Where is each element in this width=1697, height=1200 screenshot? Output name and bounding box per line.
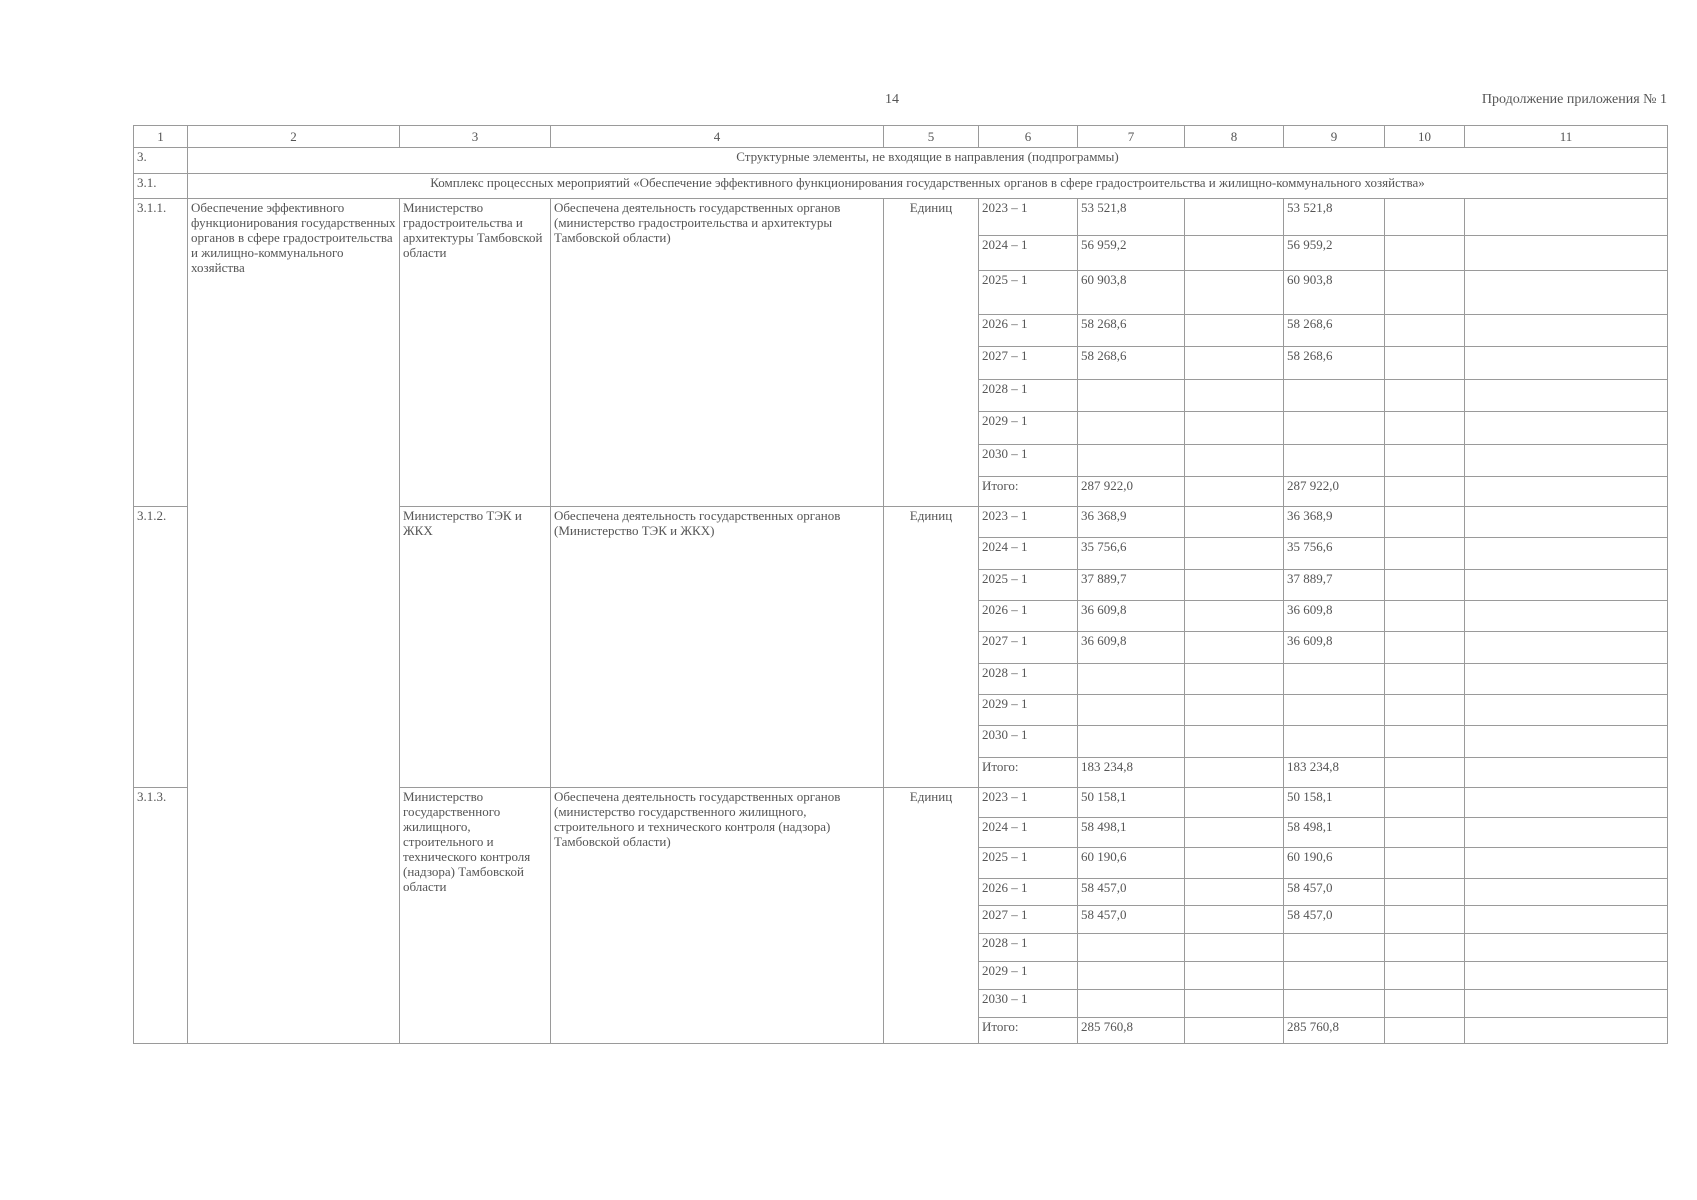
empty-cell <box>1465 507 1668 538</box>
empty-cell <box>1385 270 1465 314</box>
empty-cell <box>1385 933 1465 961</box>
empty-cell <box>1465 818 1668 848</box>
item-unit: Единиц <box>884 199 979 507</box>
value-cell <box>1284 933 1385 961</box>
empty-cell <box>1385 444 1465 476</box>
value-cell: 58 457,0 <box>1284 905 1385 933</box>
year-cell: 2028 – 1 <box>979 379 1078 411</box>
empty-cell <box>1185 787 1284 817</box>
empty-cell <box>1385 632 1465 663</box>
empty-cell <box>1465 989 1668 1017</box>
value-cell: 36 609,8 <box>1284 601 1385 632</box>
empty-cell <box>1465 848 1668 878</box>
value-cell: 58 268,6 <box>1284 314 1385 346</box>
year-cell: 2030 – 1 <box>979 989 1078 1017</box>
empty-cell <box>1185 726 1284 757</box>
value-cell <box>1078 444 1185 476</box>
empty-cell <box>1185 444 1284 476</box>
year-cell: 2026 – 1 <box>979 878 1078 905</box>
empty-cell <box>1465 787 1668 817</box>
year-cell: 2025 – 1 <box>979 569 1078 600</box>
value-cell <box>1284 663 1385 694</box>
value-cell <box>1078 726 1185 757</box>
empty-cell <box>1385 236 1465 271</box>
year-cell: 2025 – 1 <box>979 270 1078 314</box>
value-cell: 35 756,6 <box>1078 538 1185 569</box>
empty-cell <box>1465 905 1668 933</box>
value-cell <box>1078 663 1185 694</box>
year-cell: 2023 – 1 <box>979 787 1078 817</box>
empty-cell <box>1185 379 1284 411</box>
empty-cell <box>1185 961 1284 989</box>
empty-cell <box>1185 818 1284 848</box>
section-row <box>134 147 1668 173</box>
year-cell: 2029 – 1 <box>979 412 1078 444</box>
empty-cell <box>1385 379 1465 411</box>
item-unit: Единиц <box>884 787 979 1043</box>
value-cell: 37 889,7 <box>1284 569 1385 600</box>
value-cell: 58 268,6 <box>1284 347 1385 379</box>
year-cell: 2029 – 1 <box>979 961 1078 989</box>
value-cell: 36 609,8 <box>1284 632 1385 663</box>
value-cell: 36 368,9 <box>1284 507 1385 538</box>
year-cell: 2028 – 1 <box>979 663 1078 694</box>
empty-cell <box>1185 412 1284 444</box>
year-cell: 2024 – 1 <box>979 818 1078 848</box>
value-cell <box>1284 961 1385 989</box>
empty-cell <box>1465 663 1668 694</box>
year-cell: 2028 – 1 <box>979 933 1078 961</box>
value-cell: 53 521,8 <box>1078 199 1185 236</box>
year-cell: 2023 – 1 <box>979 199 1078 236</box>
empty-cell <box>1465 601 1668 632</box>
program-table <box>133 125 1668 1044</box>
program-table-container <box>133 125 1667 1044</box>
empty-cell <box>1465 379 1668 411</box>
value-cell <box>1078 989 1185 1017</box>
empty-cell <box>1185 314 1284 346</box>
empty-cell <box>1385 601 1465 632</box>
value-cell: 287 922,0 <box>1078 476 1185 506</box>
empty-cell <box>1465 1017 1668 1043</box>
value-cell: 58 268,6 <box>1078 347 1185 379</box>
empty-cell <box>1385 726 1465 757</box>
value-cell: 58 498,1 <box>1078 818 1185 848</box>
subsection-row <box>134 173 1668 199</box>
item-result: Обеспечена деятельность государственных органов (министерство градостроительства и архитектуры Тамбовской области) <box>551 199 884 507</box>
year-cell: 2029 – 1 <box>979 695 1078 726</box>
empty-cell <box>1385 347 1465 379</box>
empty-cell <box>1185 878 1284 905</box>
empty-cell <box>1465 961 1668 989</box>
item-result: Обеспечена деятельность государственных органов (Министерство ТЭК и ЖКХ) <box>551 507 884 788</box>
item-result: Обеспечена деятельность государственных органов (министерство государственного жилищного, строительного и технического контроля (надзора) Тамбовской области) <box>551 787 884 1043</box>
year-cell: 2024 – 1 <box>979 236 1078 271</box>
value-cell: 50 158,1 <box>1078 787 1185 817</box>
empty-cell <box>1465 695 1668 726</box>
empty-cell <box>1385 757 1465 787</box>
empty-cell <box>1185 905 1284 933</box>
value-cell: 58 498,1 <box>1284 818 1385 848</box>
value-cell: 60 190,6 <box>1078 848 1185 878</box>
year-cell: Итого: <box>979 757 1078 787</box>
empty-cell <box>1385 989 1465 1017</box>
empty-cell <box>1185 569 1284 600</box>
year-cell: 2026 – 1 <box>979 601 1078 632</box>
empty-cell <box>1185 601 1284 632</box>
value-cell: 37 889,7 <box>1078 569 1185 600</box>
year-cell: 2026 – 1 <box>979 314 1078 346</box>
empty-cell <box>1185 199 1284 236</box>
item-unit: Единиц <box>884 507 979 788</box>
empty-cell <box>1185 933 1284 961</box>
value-cell: 50 158,1 <box>1284 787 1385 817</box>
empty-cell <box>1185 507 1284 538</box>
item-executor: Министерство градостроительства и архитектуры Тамбовской области <box>400 199 551 507</box>
empty-cell <box>1385 848 1465 878</box>
empty-cell <box>1465 444 1668 476</box>
value-cell: 36 609,8 <box>1078 601 1185 632</box>
empty-cell <box>1185 632 1284 663</box>
year-cell: 2027 – 1 <box>979 632 1078 663</box>
empty-cell <box>1385 663 1465 694</box>
value-cell <box>1078 961 1185 989</box>
empty-cell <box>1465 236 1668 271</box>
empty-cell <box>1385 1017 1465 1043</box>
value-cell: 58 268,6 <box>1078 314 1185 346</box>
subsection-code: 3.1. <box>134 173 188 199</box>
empty-cell <box>1185 538 1284 569</box>
year-cell: 2030 – 1 <box>979 444 1078 476</box>
empty-cell <box>1385 199 1465 236</box>
value-cell: 60 903,8 <box>1284 270 1385 314</box>
empty-cell <box>1465 476 1668 506</box>
value-cell <box>1078 933 1185 961</box>
empty-cell <box>1465 538 1668 569</box>
empty-cell <box>1465 569 1668 600</box>
column-number-row <box>134 126 1668 148</box>
year-cell: 2030 – 1 <box>979 726 1078 757</box>
empty-cell <box>1465 412 1668 444</box>
value-cell <box>1284 444 1385 476</box>
value-cell <box>1078 412 1185 444</box>
column-number: 8 <box>1185 126 1284 148</box>
section-code: 3. <box>134 147 188 173</box>
value-cell: 56 959,2 <box>1078 236 1185 271</box>
empty-cell <box>1385 961 1465 989</box>
empty-cell <box>1385 507 1465 538</box>
table-row <box>134 199 1668 236</box>
empty-cell <box>1385 787 1465 817</box>
value-cell: 53 521,8 <box>1284 199 1385 236</box>
empty-cell <box>1385 314 1465 346</box>
empty-cell <box>1185 757 1284 787</box>
empty-cell <box>1385 412 1465 444</box>
empty-cell <box>1385 905 1465 933</box>
empty-cell <box>1185 236 1284 271</box>
value-cell <box>1284 379 1385 411</box>
empty-cell <box>1185 347 1284 379</box>
year-cell: 2024 – 1 <box>979 538 1078 569</box>
empty-cell <box>1185 270 1284 314</box>
subsection-title: Комплекс процессных мероприятий «Обеспечение эффективного функционирования государственных органов в сфере градостроительства и жилищно-коммунального хозяйства» <box>188 173 1668 199</box>
value-cell <box>1078 695 1185 726</box>
empty-cell <box>1465 757 1668 787</box>
value-cell <box>1284 989 1385 1017</box>
value-cell: 36 609,8 <box>1078 632 1185 663</box>
column-number: 3 <box>400 126 551 148</box>
value-cell: 183 234,8 <box>1284 757 1385 787</box>
item-executor: Министерство ТЭК и ЖКХ <box>400 507 551 788</box>
year-cell: 2027 – 1 <box>979 347 1078 379</box>
item-code: 3.1.1. <box>134 199 188 507</box>
value-cell <box>1284 695 1385 726</box>
value-cell: 58 457,0 <box>1078 878 1185 905</box>
value-cell: 58 457,0 <box>1078 905 1185 933</box>
empty-cell <box>1185 848 1284 878</box>
year-cell: 2023 – 1 <box>979 507 1078 538</box>
value-cell: 60 190,6 <box>1284 848 1385 878</box>
year-cell: Итого: <box>979 1017 1078 1043</box>
empty-cell <box>1185 695 1284 726</box>
column-number: 9 <box>1284 126 1385 148</box>
column-number: 2 <box>188 126 400 148</box>
empty-cell <box>1465 199 1668 236</box>
empty-cell <box>1385 569 1465 600</box>
empty-cell <box>1185 1017 1284 1043</box>
empty-cell <box>1185 663 1284 694</box>
empty-cell <box>1465 632 1668 663</box>
empty-cell <box>1465 314 1668 346</box>
value-cell: 287 922,0 <box>1284 476 1385 506</box>
year-cell: 2025 – 1 <box>979 848 1078 878</box>
value-cell: 285 760,8 <box>1284 1017 1385 1043</box>
value-cell: 35 756,6 <box>1284 538 1385 569</box>
empty-cell <box>1385 695 1465 726</box>
empty-cell <box>1385 538 1465 569</box>
year-cell: 2027 – 1 <box>979 905 1078 933</box>
column-number: 7 <box>1078 126 1185 148</box>
item-code: 3.1.2. <box>134 507 188 788</box>
column-number: 4 <box>551 126 884 148</box>
empty-cell <box>1465 726 1668 757</box>
value-cell: 36 368,9 <box>1078 507 1185 538</box>
value-cell: 183 234,8 <box>1078 757 1185 787</box>
section-title: Структурные элементы, не входящие в направления (подпрограммы) <box>188 147 1668 173</box>
column-number: 10 <box>1385 126 1465 148</box>
empty-cell <box>1465 933 1668 961</box>
item-executor: Министерство государственного жилищного, строительного и технического контроля (надзора) Тамбовской области <box>400 787 551 1043</box>
item-code: 3.1.3. <box>134 787 188 1043</box>
column-number: 6 <box>979 126 1078 148</box>
value-cell <box>1284 412 1385 444</box>
value-cell: 285 760,8 <box>1078 1017 1185 1043</box>
value-cell: 56 959,2 <box>1284 236 1385 271</box>
empty-cell <box>1385 878 1465 905</box>
column-number: 5 <box>884 126 979 148</box>
empty-cell <box>1385 818 1465 848</box>
empty-cell <box>1465 347 1668 379</box>
column-number: 11 <box>1465 126 1668 148</box>
items-body <box>134 199 1668 1044</box>
value-cell <box>1078 379 1185 411</box>
column-number: 1 <box>134 126 188 148</box>
appendix-continuation-label: Продолжение приложения № 1 <box>1481 92 1667 107</box>
value-cell <box>1284 726 1385 757</box>
empty-cell <box>1185 476 1284 506</box>
value-cell: 60 903,8 <box>1078 270 1185 314</box>
empty-cell <box>1385 476 1465 506</box>
value-cell: 58 457,0 <box>1284 878 1385 905</box>
empty-cell <box>1465 270 1668 314</box>
year-cell: Итого: <box>979 476 1078 506</box>
item-name: Обеспечение эффективного функционирования государственных органов в сфере градостроительства и жилищно-коммунального хозяйства <box>188 199 400 1044</box>
page-number: 14 <box>885 92 899 107</box>
empty-cell <box>1185 989 1284 1017</box>
empty-cell <box>1465 878 1668 905</box>
